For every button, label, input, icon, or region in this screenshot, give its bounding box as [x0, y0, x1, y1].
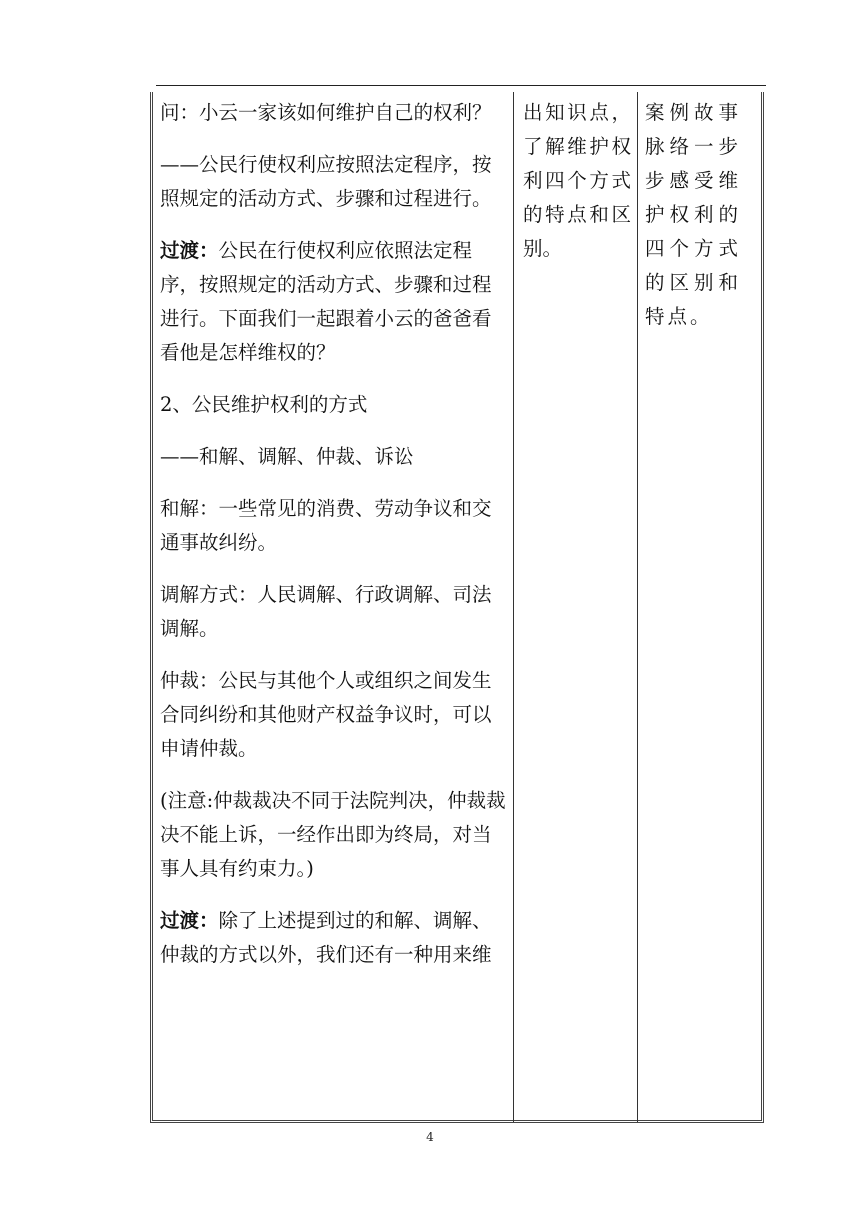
methods-list: ——和解、调解、仲裁、诉讼 [160, 445, 414, 468]
arbitration-note: (注意:仲裁裁决不同于法院判决，仲裁裁决不能上诉，一经作出即为终局，对当事人具有约束力。) [160, 789, 506, 880]
answer-paragraph: ——公民行使权利应按照法定程序，按照规定的活动方式、步骤和过程进行。 [160, 153, 492, 210]
section-heading: 2、公民维护权利的方式 [160, 393, 368, 416]
transition-paragraph-1 [160, 234, 508, 370]
transition-text: 除了上述提到过的和解、调解、仲裁的方式以外，我们还有一种用来维 [160, 909, 492, 966]
page-number: 4 [426, 1130, 434, 1144]
header-rule [156, 85, 766, 86]
reconciliation-paragraph: 和解：一些常见的消费、劳动争议和交通事故纠纷。 [160, 497, 492, 554]
design-notes-column [645, 96, 741, 352]
mediation-paragraph: 调解方式：人民调解、行政调解、司法调解。 [160, 583, 492, 640]
column-divider-1 [513, 92, 514, 1122]
transition-text: 公民在行使权利应依照法定程序，按照规定的活动方式、步骤和过程进行。下面我们一起跟着小云的爸爸看看他是怎样维权的？ [160, 239, 492, 364]
column-divider-2 [637, 92, 638, 1122]
design-notes-text: 案例故事脉络一步步感受维护权利的四个方式的区别和特点。 [645, 101, 741, 328]
design-intent-column [523, 96, 631, 284]
transition-label: 过渡： [160, 239, 219, 262]
question-paragraph: 问：小云一家该如何维护自己的权利？ [160, 101, 492, 124]
arbitration-paragraph: 仲裁：公民与其他个人或组织之间发生合同纠纷和其他财产权益争议时，可以申请仲裁。 [160, 669, 492, 760]
transition-paragraph-2 [160, 904, 508, 972]
teaching-process-column [160, 96, 508, 990]
design-intent-text: 出知识点，了解维护权利四个方式的特点和区别。 [523, 101, 631, 260]
transition-label: 过渡： [160, 909, 219, 932]
